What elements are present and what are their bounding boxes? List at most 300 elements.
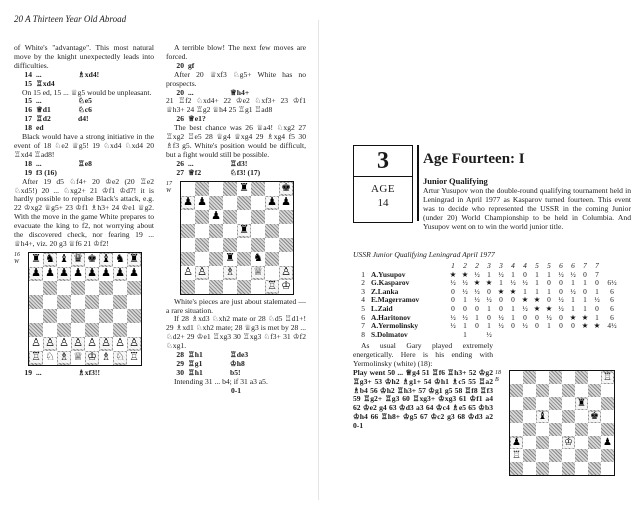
game-result: 0 (475, 321, 479, 331)
board-square (85, 281, 99, 295)
move-number: 28 (176, 350, 184, 360)
move-line (14, 115, 154, 124)
game-result: 7 (595, 269, 599, 279)
game-result: ½ (558, 303, 564, 313)
diagram-number: 17 W (166, 180, 172, 194)
game-result: ½ (450, 278, 456, 288)
paragraph: A terrible blow! The next few moves are forced. (166, 43, 306, 61)
game-result (495, 331, 507, 340)
board-square (85, 337, 99, 351)
chess-board (28, 252, 142, 366)
board-square (71, 253, 85, 267)
game-result: 1 (535, 278, 539, 288)
game-result: ½ (498, 269, 504, 279)
board-square (549, 384, 562, 397)
white-move: ... (36, 96, 42, 106)
game-result: 0 (535, 312, 539, 322)
game-result: 0 (583, 286, 587, 296)
board-square (57, 267, 71, 281)
game-result: 1 (499, 278, 503, 288)
game-result: 1 (475, 312, 479, 322)
board-square (575, 384, 588, 397)
rank: 2 (361, 278, 365, 288)
board-square (265, 266, 279, 280)
board-square (536, 423, 549, 436)
board-square (85, 253, 99, 267)
player-name: G.Kasparov (371, 278, 410, 288)
board-square (57, 281, 71, 295)
board-square (43, 337, 57, 351)
game-result: 0 (595, 303, 599, 313)
board-square (510, 436, 523, 449)
board-square (601, 449, 614, 462)
black-move: d4! (78, 114, 89, 124)
game-result (519, 331, 531, 340)
chess-piece: ♟ (197, 196, 207, 209)
game-result: 0 (583, 269, 587, 279)
board-square (251, 182, 265, 196)
header-round: 3 (487, 261, 491, 270)
board-square (113, 253, 127, 267)
chess-piece: ♟ (59, 267, 69, 280)
game-result (567, 331, 579, 340)
board-square (113, 323, 127, 337)
chess-piece: ♕ (73, 351, 83, 364)
game-result: 1 (535, 269, 539, 279)
game-result: 1 (583, 295, 587, 305)
board-square (195, 210, 209, 224)
game-result: 1 (571, 295, 575, 305)
board-square (99, 351, 113, 365)
game-result: 0 (499, 295, 503, 305)
chess-board (509, 370, 615, 476)
move-number: 15 (24, 78, 32, 88)
board-square (223, 196, 237, 210)
board-square (523, 397, 536, 410)
board-square (181, 196, 195, 210)
move-number: 30 (176, 367, 184, 377)
board-square (209, 182, 223, 196)
chess-piece: ♞ (45, 253, 55, 266)
board-square (99, 323, 113, 337)
board-square (251, 210, 265, 224)
board-square (588, 423, 601, 436)
game-result: ★ (473, 278, 481, 288)
game-result: 1 (487, 321, 491, 331)
board-square (549, 410, 562, 423)
black-move: ♔h8 (230, 358, 245, 368)
game-result: 0 (487, 312, 491, 322)
game-result: 0 (523, 269, 527, 279)
board-square (43, 323, 57, 337)
rank: 1 (361, 269, 365, 279)
board-square (562, 423, 575, 436)
move-line (14, 71, 154, 80)
chess-piece: ♜ (31, 253, 41, 266)
board-square (209, 224, 223, 238)
game-result: 1 (487, 269, 491, 279)
board-square (237, 210, 251, 224)
board-square (575, 436, 588, 449)
board-square (181, 252, 195, 266)
header-round: 5 (535, 261, 539, 270)
game-result: 0 (475, 303, 479, 313)
board-square (251, 280, 265, 294)
board-square (209, 266, 223, 280)
chess-piece: ♖ (603, 371, 612, 383)
board-square (85, 267, 99, 281)
game-result: ½ (498, 321, 504, 331)
chess-piece: ♞ (115, 253, 125, 266)
chapter-age-value: 14 (377, 197, 389, 209)
game-result: ½ (558, 295, 564, 305)
board-square (99, 309, 113, 323)
board-square (57, 337, 71, 351)
player-name: Z.Lanka (371, 286, 399, 296)
game-result: ½ (522, 278, 528, 288)
diagram-17-wrap (166, 180, 306, 295)
board-square (237, 266, 251, 280)
board-square (536, 384, 549, 397)
paragraph: White's pieces are just about stalemated — a rare situation. (166, 296, 306, 315)
move-number: 20 (176, 60, 184, 70)
board-square (127, 351, 141, 365)
paragraph: 0-1 (230, 385, 242, 395)
board-square (279, 210, 293, 224)
diagram-number: 16 W (14, 251, 20, 265)
game-moves: Play went 50 ... ♕g4 51 ♖f6 ♖h3+ 52 ♔g2 ♖g3+ 53 ♔h2 ♗g1+ 54 ♔h1 ♗c5 55 ♖a2 ♗b4 56 ♔h2 ♖h3+ 57 ♔g1 g5 58 ♖f8 ♖f3 59 ♖g2+ ♖g3 60 ♖xg3+ ♔xg3 61 ♔f1 a4 62 ♔e2 g4 63 ♔d3 a3 64 ♔c4 ♗e5 65 ♔b3 ♔h4 66 ♖h8+ ♔g5 67 ♔c2 g3 68 ♔d3 a2 0-1 (353, 367, 493, 431)
move-number: 15 (24, 96, 32, 106)
board-square (265, 210, 279, 224)
board-square (57, 295, 71, 309)
board-square (265, 182, 279, 196)
board-square (113, 309, 127, 323)
board-square (181, 224, 195, 238)
chess-piece: ♚ (87, 253, 97, 266)
column-b (166, 44, 306, 396)
game-result: 1 (463, 295, 467, 305)
paragraph: The best chance was 26 ♕a4! ♘xg2 27 ♖xg2 ♖e5 28 ♕g4 ♕xg4 29 ♗xg4 f5 30 ♗f3 g5. White's position would be difficult, but a fight would still be possible. (166, 123, 306, 159)
game-result: 0 (511, 321, 515, 331)
board-square (549, 397, 562, 410)
game-result: 1 (583, 278, 587, 288)
game-result: 0 (463, 303, 467, 313)
total-score (603, 331, 621, 340)
game-notes (353, 342, 493, 431)
board-square (127, 253, 141, 267)
game-result: 1 (535, 286, 539, 296)
diagram-16-wrap (14, 251, 154, 366)
board-square (113, 267, 127, 281)
board-square (29, 253, 43, 267)
board-square (223, 182, 237, 196)
game-result: ½ (510, 278, 516, 288)
paragraph: of White's "advantage". This most natural move by the knight unexpectedly leads into difficulties. (14, 43, 154, 70)
diagram-18 (495, 370, 615, 476)
game-result (579, 331, 591, 340)
board-square (279, 224, 293, 238)
header-round: 6 (559, 261, 563, 270)
board-square (223, 224, 237, 238)
board-square (195, 182, 209, 196)
game-result: ½ (462, 286, 468, 296)
rank: 3 (361, 286, 365, 296)
board-square (510, 397, 523, 410)
paragraph: Intending 31 ... b4; if 31 a3 a5. (174, 376, 268, 386)
white-move: ♕d1 (36, 105, 51, 115)
crosstable-caption: USSR Junior Qualifying Leningrad April 1977 (353, 250, 495, 259)
move-number: 17 (24, 114, 32, 124)
game-result: 1 (523, 286, 527, 296)
black-move: ♖de3 (230, 350, 249, 360)
rank: 8 (361, 329, 365, 339)
board-square (588, 449, 601, 462)
board-square (575, 449, 588, 462)
chess-piece: ♖ (512, 449, 521, 461)
rank: 6 (361, 312, 365, 322)
game-result: 0 (571, 321, 575, 331)
board-square (549, 436, 562, 449)
chess-piece: ♙ (129, 337, 139, 350)
board-square (209, 252, 223, 266)
game-result: 1 (571, 303, 575, 313)
game-result: ½ (474, 269, 480, 279)
game-result: ½ (558, 269, 564, 279)
board-square (588, 397, 601, 410)
chess-piece: ♙ (31, 337, 41, 350)
board-square (279, 266, 293, 280)
player-name: L.Zaid (371, 303, 393, 313)
chapter-number: 3 (354, 146, 412, 177)
game-result: ½ (450, 312, 456, 322)
board-square (113, 295, 127, 309)
game-result: ★ (449, 269, 457, 279)
board-square (71, 281, 85, 295)
board-square (29, 323, 43, 337)
game-result: ★ (485, 278, 493, 288)
game-result: 1 (511, 269, 515, 279)
chess-piece: ♟ (73, 267, 83, 280)
chess-piece: ♞ (253, 252, 263, 265)
board-square (588, 462, 601, 475)
game-result: 0 (451, 303, 455, 313)
board-square (127, 323, 141, 337)
header-round: 4 (523, 261, 527, 270)
board-square (265, 224, 279, 238)
game-result: 0 (595, 278, 599, 288)
chess-piece: ♖ (267, 280, 277, 293)
board-square (588, 371, 601, 384)
board-square (251, 238, 265, 252)
chess-piece: ♝ (101, 253, 111, 266)
game-result: 0 (547, 295, 551, 305)
chess-piece: ♝ (59, 253, 69, 266)
move-number: 18 (24, 158, 32, 168)
chess-piece: ♚ (590, 410, 599, 422)
board-square (195, 266, 209, 280)
board-square (57, 323, 71, 337)
board-square (223, 280, 237, 294)
chess-piece: ♜ (239, 182, 249, 195)
board-square (536, 436, 549, 449)
game-result: 1 (547, 286, 551, 296)
chess-piece: ♙ (59, 337, 69, 350)
header-round: 5 (547, 261, 551, 270)
board-square (85, 309, 99, 323)
board-square (523, 384, 536, 397)
game-result: 1 (511, 303, 515, 313)
game-result: 1 (595, 286, 599, 296)
board-square (99, 337, 113, 351)
game-result: ★ (533, 295, 541, 305)
board-square (99, 295, 113, 309)
game-result: 1 (595, 312, 599, 322)
game-result: ½ (522, 321, 528, 331)
game-result: ½ (474, 295, 480, 305)
white-move: ed (36, 123, 44, 133)
header-round: 2 (463, 261, 467, 270)
game-result (531, 331, 543, 340)
game-result: ½ (462, 278, 468, 288)
game-result: ★ (545, 303, 553, 313)
board-square (536, 449, 549, 462)
game-result: 0 (523, 312, 527, 322)
board-square (549, 423, 562, 436)
move-number: 20 (176, 87, 184, 97)
board-square (195, 224, 209, 238)
chess-piece: ♟ (211, 210, 221, 223)
game-result: ★ (509, 286, 517, 296)
board-square (562, 371, 575, 384)
chess-piece: ♟ (115, 267, 125, 280)
game-result: 0 (535, 321, 539, 331)
board-square (237, 280, 251, 294)
game-result: ½ (486, 295, 492, 305)
chess-piece: ♔ (564, 436, 573, 448)
game-result: 0 (499, 303, 503, 313)
board-square (536, 410, 549, 423)
total-score: 6 (610, 303, 614, 313)
diagram-18-wrap (495, 370, 615, 476)
paragraph: After 20 ♕xf3 ♘g5+ White has no prospects. (166, 69, 306, 88)
game-result: ★ (569, 312, 577, 322)
board-square (575, 371, 588, 384)
total-score: 4½ (607, 321, 617, 331)
chess-piece: ♟ (183, 196, 193, 209)
move-number: 19 (24, 167, 32, 177)
black-move: ♘c6 (78, 105, 92, 115)
board-square (549, 371, 562, 384)
chess-piece: ♘ (115, 351, 125, 364)
right-page (319, 0, 638, 511)
board-square (279, 252, 293, 266)
board-square (127, 295, 141, 309)
game-result: ★ (497, 286, 505, 296)
board-square (601, 397, 614, 410)
game-result: 1 (547, 321, 551, 331)
player-name: A.Yusupov (371, 269, 406, 279)
game-result: ½ (450, 321, 456, 331)
board-square (195, 280, 209, 294)
game-intro: As usual Gary played extremely energetically. Here is his ending with Yermolinsky (white) (18): (353, 341, 493, 368)
move-number: 14 (24, 69, 32, 79)
chess-piece: ♗ (101, 351, 111, 364)
chess-piece: ♟ (512, 436, 521, 448)
board-square (43, 281, 57, 295)
game-result (471, 331, 483, 340)
board-square (279, 238, 293, 252)
paragraph: Black would have a strong initiative in the event of 18 ♘e2 ♕g5! 19 ♘xd4 ♘xd4 20 ♖xd4 ♖ad8! (14, 132, 154, 159)
board-square (575, 397, 588, 410)
header-round: 7 (595, 261, 599, 270)
board-square (223, 238, 237, 252)
board-square (181, 182, 195, 196)
board-square (251, 196, 265, 210)
header-round: 1 (451, 261, 455, 270)
game-result: ★ (581, 321, 589, 331)
board-square (181, 210, 195, 224)
board-square (99, 253, 113, 267)
total-score: 6 (610, 286, 614, 296)
diagram-number: 18 B (495, 370, 501, 383)
board-square (523, 423, 536, 436)
chapter-title: Age Fourteen: I (423, 151, 525, 167)
board-square (71, 309, 85, 323)
board-square (85, 323, 99, 337)
player-name: S.Dolmatov (371, 329, 408, 339)
board-square (29, 351, 43, 365)
game-result: 0 (559, 278, 563, 288)
board-square (237, 196, 251, 210)
chess-piece: ♟ (87, 267, 97, 280)
board-square (562, 410, 575, 423)
board-square (237, 238, 251, 252)
paragraph: On 15 ed, 15 ... ♕g5 would be unpleasant. (22, 87, 152, 97)
board-square (29, 337, 43, 351)
board-square (251, 266, 265, 280)
game-result (591, 331, 603, 340)
paragraph: 21 ♖f2 ♘xd4+ 22 ♔e2 ♘xf3+ 23 ♔f1 ♕h3+ 24 ♖g2 ♕h4 25 ♖g1 ♖ad8 (166, 96, 306, 115)
player-name: A.Haritonov (371, 312, 411, 322)
total-score: 6 (610, 295, 614, 305)
board-square (523, 462, 536, 475)
chess-piece: ♔ (281, 280, 291, 293)
board-square (237, 182, 251, 196)
board-square (251, 252, 265, 266)
board-square (251, 224, 265, 238)
board-square (562, 436, 575, 449)
chapter-age-label: AGE (370, 183, 396, 195)
chess-piece: ♖ (129, 351, 139, 364)
white-move: gf (188, 60, 195, 70)
board-square (265, 252, 279, 266)
board-square (43, 253, 57, 267)
board-square (127, 267, 141, 281)
chess-piece: ♜ (129, 253, 139, 266)
board-square (223, 266, 237, 280)
game-result: ½ (522, 303, 528, 313)
chess-piece: ♙ (87, 337, 97, 350)
black-move: ♘e5 (78, 96, 92, 106)
board-square (549, 462, 562, 475)
crosstable-row (353, 331, 621, 340)
white-move: ♖h1 (188, 350, 203, 360)
board-square (562, 384, 575, 397)
board-square (127, 337, 141, 351)
move-number: 27 (176, 167, 184, 177)
board-square (99, 281, 113, 295)
white-move: ♖d2 (36, 114, 51, 124)
